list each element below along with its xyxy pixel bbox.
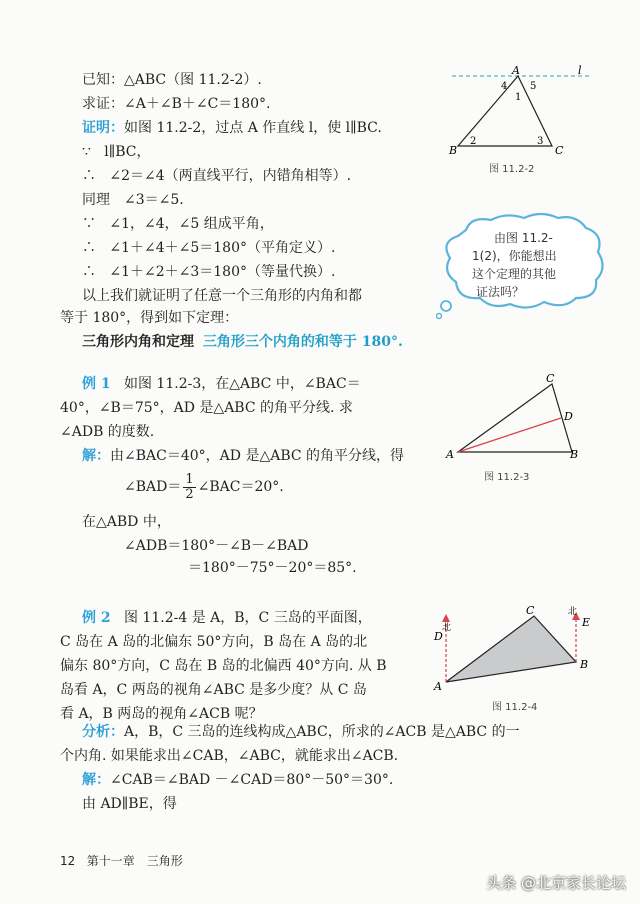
because-symbol: ∵ [82,144,91,160]
step-6 [82,262,335,282]
angle-1: 1 [515,92,522,103]
prove-line: 求证：∠A＋∠B＋∠C＝180°. [82,96,271,112]
example-1-q3: ∠ADB 的度数. [60,424,155,440]
proof-line [82,118,382,138]
label-a: A [446,448,454,461]
label-c: C [555,144,564,154]
step-6-text: ∠1＋∠2＋∠3＝180°（等量代换）. [109,264,336,280]
example-1-s1-text: 由∠BAC＝40°，AD 是△ABC 的角平分线，得 [110,448,405,464]
angle-4: 4 [501,81,508,92]
conclusion-2: 等于 180°，得到如下定理： [60,310,239,326]
example-2-s1-text: ∠CAB＝∠BAD －∠CAD＝80°－50°＝30°. [110,772,394,788]
example-1-q1 [82,374,361,394]
label-a: A [512,64,520,77]
example-2-q3: 偏东 80°方向，C 岛在 B 岛的北偏西 40°方向. 从 B [60,658,387,674]
figure-caption: 图 11.2-2 [489,164,535,175]
page-footer [60,852,183,869]
watermark: 头条 @北京家长论坛 [486,874,626,892]
example-1-s2 [124,470,284,504]
therefore-symbol: ∴ [82,240,96,256]
analysis-label: 分析： [82,724,124,740]
label-b: B [580,658,589,671]
theorem-text: 三角形三个内角的和等于 180°. [202,334,403,350]
example-2-s1 [82,770,393,790]
figure-caption: 图 11.2-4 [492,702,538,713]
cloud-line-1: 由图 11.2- [494,231,553,245]
theorem [82,332,403,352]
step-2-text: ∠2＝∠4（两直线平行，内错角相等）. [109,168,352,184]
thought-cloud [436,210,616,320]
cloud-line-2: 1(2)，你能想出 [472,249,557,263]
fraction-denominator: 2 [185,486,194,502]
example-2-s2: 由 AD∥BE，得 [82,796,177,812]
step-1 [82,142,151,162]
figure-caption: 图 11.2-3 [484,472,530,483]
proof-text: 如图 11.2-2，过点 A 作直线 l，使 l∥BC. [124,120,382,136]
step-4 [82,214,274,234]
north-arrow-icon [442,614,450,622]
cloud-bubble [437,314,442,319]
fraction-numerator: 1 [185,471,194,487]
step-3: 同理 ∠3＝∠5. [82,192,184,208]
example-1-s1 [82,446,404,466]
s2-prefix: ∠BAD＝ [124,479,182,495]
fraction-half [183,473,195,502]
example-1-q2: 40°，∠B＝75°，AD 是△ABC 的角平分线. 求 [60,400,353,416]
s2-suffix: ∠BAC＝20°. [197,479,284,495]
cloud-line-3: 这个定理的其他 [472,267,557,281]
label-d: D [434,630,443,643]
label-l: l [578,64,582,77]
angle-2: 2 [470,136,477,147]
therefore-symbol: ∴ [82,168,96,184]
label-e: E [582,616,591,629]
example-2-q1-text: 图 11.2-4 是 A，B，C 三岛的平面图， [123,610,372,626]
therefore-symbol: ∴ [82,264,96,280]
label-c: C [526,604,535,617]
page-number: 12 [60,854,76,868]
step-5-text: ∠1＋∠4＋∠5＝180°（平角定义）. [109,240,336,256]
step-5 [82,238,335,258]
example-2-q2: C 岛在 A 岛的北偏东 50°方向，B 岛在 A 岛的北 [60,634,368,650]
analysis-1-text: A，B，C 三岛的连线构成△ABC，所求的∠ACB 是△ABC 的一 [124,724,520,740]
given-line: 已知：△ABC（图 11.2-2）. [82,72,262,88]
example-2-q1 [82,608,372,628]
example-1-label: 例 1 [82,376,111,392]
conclusion-1: 以上我们就证明了任意一个三角形的内角和都 [82,288,362,304]
step-1-text: l∥BC， [104,144,151,160]
example-1-s5: ＝180°－75°－20°＝85°. [188,560,357,576]
solution-label: 解： [82,448,110,464]
triangle-abc [446,616,576,682]
example-2-q5: 看 A，B 两岛的视角∠ACB 呢？ [60,706,263,722]
step-2 [82,166,351,186]
label-b: B [570,448,579,461]
figure-11-2-4 [430,602,610,694]
example-2-label: 例 2 [82,610,111,626]
triangle-abc [458,384,572,452]
figure-11-2-3 [440,372,600,464]
label-d: D [564,410,573,423]
north-label-2: 北 [568,607,578,617]
cloud-line-4: 证法吗？ [476,285,525,299]
angle-3: 3 [537,136,544,147]
proof-label: 证明： [82,120,124,136]
chapter-title: 第十一章 三角形 [86,854,183,868]
analysis-2: 个内角. 如果能求出∠CAB，∠ABC，就能求出∠ACB. [60,748,399,764]
bisector-ad [458,418,561,452]
example-2-q4: 岛看 A，C 两岛的视角∠ABC 是多少度？从 C 岛 [60,682,367,698]
label-a: A [434,680,442,693]
north-label-1: 北 [442,623,452,633]
example-1-s3: 在△ABD 中， [82,514,171,530]
solution-label: 解： [82,772,110,788]
figure-11-2-2 [440,64,610,154]
example-1-s4: ∠ADB＝180°－∠B－∠BAD [124,538,309,554]
step-4-text: ∠1，∠4，∠5 组成平角， [109,216,274,232]
cloud-bubble [441,301,451,311]
example-1-q1-text: 如图 11.2-3，在△ABC 中，∠BAC＝ [123,376,361,392]
because-symbol: ∵ [82,216,96,232]
angle-5: 5 [530,81,537,92]
theorem-name: 三角形内角和定理 [82,334,194,350]
label-c: C [546,372,555,385]
analysis-1 [82,722,520,742]
label-b: B [449,144,458,154]
